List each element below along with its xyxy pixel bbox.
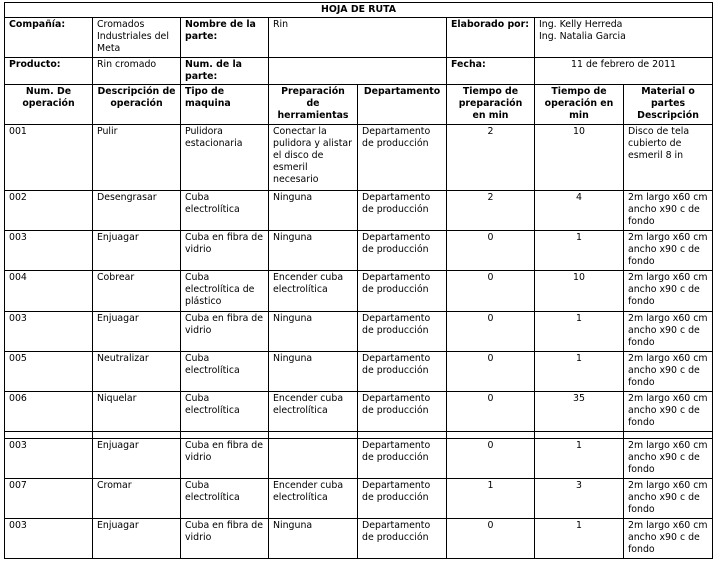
cell-op-description: Cromar [93, 479, 181, 519]
col-header-op-number: Num. De operación [5, 85, 93, 125]
cell-op-number: 005 [5, 352, 93, 392]
cell-op-time: 3 [535, 479, 624, 519]
cell-department: Departamento de producción [358, 392, 447, 432]
cell-tool-prep: Encender cuba electrolítica [269, 271, 358, 312]
company-value: Cromados Industriales del Meta [93, 18, 181, 58]
col-header-prep-time: Tiempo de preparación en min [447, 85, 535, 125]
cell-op-time: 1 [535, 519, 624, 559]
cell-material: 2m largo x60 cm ancho x90 c de fondo [624, 231, 713, 271]
cell-op-description: Desengrasar [93, 191, 181, 231]
product-label: Producto: [5, 58, 93, 85]
col-header-tool-prep: Preparación de herramientas [269, 85, 358, 125]
cell-material: 2m largo x60 cm ancho x90 c de fondo [624, 439, 713, 479]
table-row [5, 479, 713, 519]
route-sheet [4, 2, 712, 559]
cell-prep-time: 0 [447, 392, 535, 432]
cell-prep-time: 2 [447, 191, 535, 231]
cell-department: Departamento de producción [358, 125, 447, 191]
cell-op-time: 10 [535, 271, 624, 312]
cell-prep-time: 0 [447, 352, 535, 392]
cell-material: 2m largo x60 cm ancho x90 c de fondo [624, 519, 713, 559]
cell-department: Departamento de producción [358, 439, 447, 479]
part-number-label: Num. de la parte: [181, 58, 269, 85]
table-row [5, 271, 713, 312]
date-value: 11 de febrero de 2011 [535, 58, 713, 85]
cell-tool-prep: Ninguna [269, 231, 358, 271]
cell-prep-time: 0 [447, 312, 535, 352]
table-row [5, 231, 713, 271]
cell-op-number: 003 [5, 439, 93, 479]
cell-op-number: 001 [5, 125, 93, 191]
cell-material: 2m largo x60 cm ancho x90 c de fondo [624, 191, 713, 231]
cell-op-description: Enjuagar [93, 439, 181, 479]
cell-tool-prep: Ninguna [269, 312, 358, 352]
cell-department: Departamento de producción [358, 191, 447, 231]
col-header-department: Departamento [358, 85, 447, 125]
info-row-1 [5, 18, 713, 58]
part-name-label: Nombre de la parte: [181, 18, 269, 58]
cell-prep-time: 0 [447, 231, 535, 271]
cell-op-description: Cobrear [93, 271, 181, 312]
table-row [5, 392, 713, 432]
col-header-material: Material o partes Descripción [624, 85, 713, 125]
spacer-cell [5, 432, 93, 439]
spacer-cell [624, 432, 713, 439]
cell-tool-prep: Ninguna [269, 191, 358, 231]
table-row [5, 519, 713, 559]
company-label: Compañía: [5, 18, 93, 58]
cell-prep-time: 2 [447, 125, 535, 191]
cell-op-time: 35 [535, 392, 624, 432]
spacer-cell [269, 432, 358, 439]
spacer-cell [93, 432, 181, 439]
cell-material: 2m largo x60 cm ancho x90 c de fondo [624, 352, 713, 392]
spacer-cell [447, 432, 535, 439]
table-row [5, 439, 713, 479]
prepared-by-1: Ing. Kelly Herreda [539, 19, 623, 30]
col-header-op-description: Descripción de operación [93, 85, 181, 125]
cell-tool-prep [269, 439, 358, 479]
cell-op-time: 1 [535, 439, 624, 479]
info-row-2 [5, 58, 713, 85]
cell-machine-type: Pulidora estacionaria [181, 125, 269, 191]
cell-op-time: 1 [535, 312, 624, 352]
cell-op-description: Enjuagar [93, 231, 181, 271]
date-label: Fecha: [447, 58, 535, 85]
cell-op-time: 4 [535, 191, 624, 231]
spacer-cell [181, 432, 269, 439]
part-number-value [269, 58, 447, 85]
cell-department: Departamento de producción [358, 231, 447, 271]
table-row [5, 352, 713, 392]
cell-material: 2m largo x60 cm ancho x90 c de fondo [624, 392, 713, 432]
cell-material: Disco de tela cubierto de esmeril 8 in [624, 125, 713, 191]
cell-op-description: Enjuagar [93, 312, 181, 352]
cell-op-description: Pulir [93, 125, 181, 191]
cell-op-time: 10 [535, 125, 624, 191]
cell-machine-type: Cuba en fibra de vidrio [181, 439, 269, 479]
cell-material: 2m largo x60 cm ancho x90 c de fondo [624, 271, 713, 312]
cell-machine-type: Cuba en fibra de vidrio [181, 231, 269, 271]
cell-department: Departamento de producción [358, 312, 447, 352]
cell-machine-type: Cuba electrolítica [181, 392, 269, 432]
cell-tool-prep: Encender cuba electrolítica [269, 479, 358, 519]
cell-op-number: 007 [5, 479, 93, 519]
spacer-cell [358, 432, 447, 439]
route-table [4, 2, 713, 559]
cell-op-number: 002 [5, 191, 93, 231]
cell-op-number: 003 [5, 312, 93, 352]
cell-department: Departamento de producción [358, 519, 447, 559]
cell-op-time: 1 [535, 231, 624, 271]
cell-prep-time: 0 [447, 519, 535, 559]
cell-tool-prep: Conectar la pulidora y alistar el disco de esmeril necesario [269, 125, 358, 191]
column-header-row [5, 85, 713, 125]
cell-machine-type: Cuba electrolítica de plástico [181, 271, 269, 312]
cell-department: Departamento de producción [358, 271, 447, 312]
cell-machine-type: Cuba electrolítica [181, 352, 269, 392]
cell-prep-time: 0 [447, 271, 535, 312]
cell-machine-type: Cuba electrolítica [181, 191, 269, 231]
cell-op-number: 006 [5, 392, 93, 432]
cell-op-number: 003 [5, 231, 93, 271]
cell-op-number: 004 [5, 271, 93, 312]
sheet-title: HOJA DE RUTA [5, 3, 713, 18]
spacer-row [5, 432, 713, 439]
prepared-by-value [535, 18, 713, 58]
col-header-op-time: Tiempo de operación en min [535, 85, 624, 125]
cell-tool-prep: Ninguna [269, 519, 358, 559]
cell-tool-prep: Ninguna [269, 352, 358, 392]
cell-machine-type: Cuba electrolítica [181, 479, 269, 519]
table-row [5, 312, 713, 352]
cell-machine-type: Cuba en fibra de vidrio [181, 519, 269, 559]
cell-material: 2m largo x60 cm ancho x90 c de fondo [624, 479, 713, 519]
title-row [5, 3, 713, 18]
cell-prep-time: 0 [447, 439, 535, 479]
cell-op-description: Niquelar [93, 392, 181, 432]
part-name-value: Rin [269, 18, 447, 58]
cell-prep-time: 1 [447, 479, 535, 519]
cell-op-number: 003 [5, 519, 93, 559]
table-row [5, 191, 713, 231]
cell-tool-prep: Encender cuba electrolítica [269, 392, 358, 432]
table-row [5, 125, 713, 191]
cell-department: Departamento de producción [358, 479, 447, 519]
cell-material: 2m largo x60 cm ancho x90 c de fondo [624, 312, 713, 352]
cell-machine-type: Cuba en fibra de vidrio [181, 312, 269, 352]
prepared-by-label: Elaborado por: [447, 18, 535, 58]
cell-op-time: 1 [535, 352, 624, 392]
cell-department: Departamento de producción [358, 352, 447, 392]
product-value: Rin cromado [93, 58, 181, 85]
prepared-by-2: Ing. Natalia Garcia [539, 31, 626, 42]
col-header-machine-type: Tipo de maquina [181, 85, 269, 125]
cell-op-description: Enjuagar [93, 519, 181, 559]
cell-op-description: Neutralizar [93, 352, 181, 392]
spacer-cell [535, 432, 624, 439]
